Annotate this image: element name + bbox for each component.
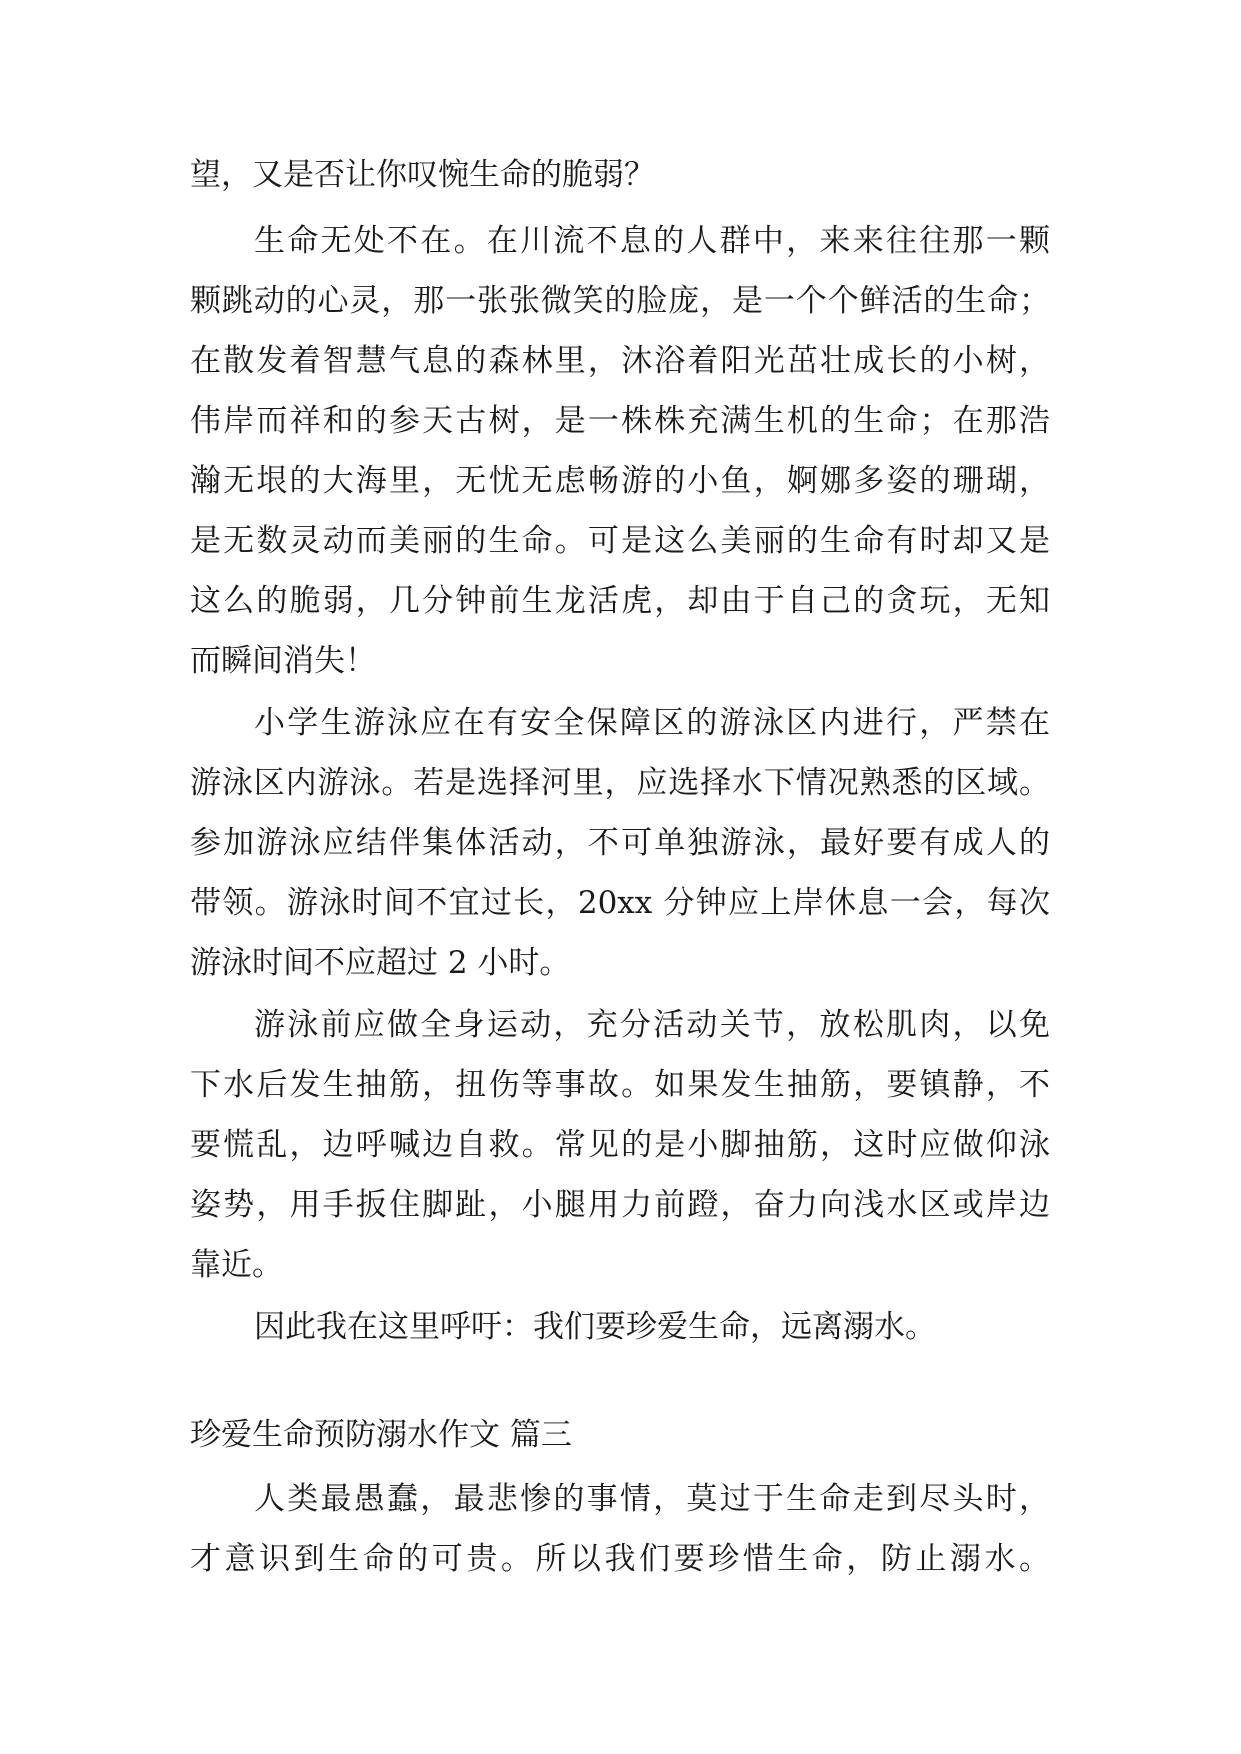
- text-line: 才意识到生命的可贵。所以我们要珍惜生命，防止溺水。: [190, 1541, 1050, 1577]
- text-line: 而瞬间消失！: [190, 643, 376, 679]
- text-line: 瀚无垠的大海里，无忧无虑畅游的小鱼，婀娜多姿的珊瑚，: [190, 463, 1050, 499]
- text-line: 颗跳动的心灵，那一张张微笑的脸庞，是一个个鲜活的生命；: [190, 283, 1050, 319]
- text-line: 靠近。: [190, 1247, 283, 1283]
- text-line: 下水后发生抽筋，扭伤等事故。如果发生抽筋，要镇静，不: [190, 1067, 1050, 1103]
- text-line: 带领。游泳时间不宜过长，20xx 分钟应上岸休息一会，每次: [190, 885, 1050, 921]
- text-line: 是无数灵动而美丽的生命。可是这么美丽的生命有时却又是: [190, 523, 1050, 559]
- text-line: 游泳时间不应超过 2 小时。: [190, 945, 571, 981]
- text-line: 要慌乱，边呼喊边自救。常见的是小脚抽筋，这时应做仰泳: [190, 1127, 1050, 1163]
- paragraph-first-line: 游泳前应做全身运动，充分活动关节，放松肌肉，以免: [254, 1007, 1050, 1043]
- text-line: 游泳区内游泳。若是选择河里，应选择水下情况熟悉的区域。: [190, 765, 1050, 801]
- text-line: 在散发着智慧气息的森林里，沐浴着阳光茁壮成长的小树，: [190, 343, 1050, 379]
- document-page: [190, 0, 1050, 1754]
- text-line: 望，又是否让你叹惋生命的脆弱？: [190, 157, 655, 193]
- paragraph-first-line: 生命无处不在。在川流不息的人群中，来来往往那一颗: [254, 223, 1050, 259]
- text-line: 这么的脆弱，几分钟前生龙活虎，却由于自己的贪玩，无知: [190, 583, 1050, 619]
- paragraph-first-line: 因此我在这里呼吁：我们要珍爱生命，远离溺水。: [254, 1309, 936, 1345]
- section-heading: 珍爱生命预防溺水作文 篇三: [190, 1417, 572, 1453]
- text-line: 参加游泳应结伴集体活动，不可单独游泳，最好要有成人的: [190, 825, 1050, 861]
- paragraph-first-line: 小学生游泳应在有安全保障区的游泳区内进行，严禁在: [254, 705, 1050, 741]
- text-line: 姿势，用手扳住脚趾，小腿用力前蹬，奋力向浅水区或岸边: [190, 1187, 1050, 1223]
- paragraph-first-line: 人类最愚蠢，最悲惨的事情，莫过于生命走到尽头时，: [254, 1481, 1050, 1517]
- text-line: 伟岸而祥和的参天古树，是一株株充满生机的生命；在那浩: [190, 403, 1050, 439]
